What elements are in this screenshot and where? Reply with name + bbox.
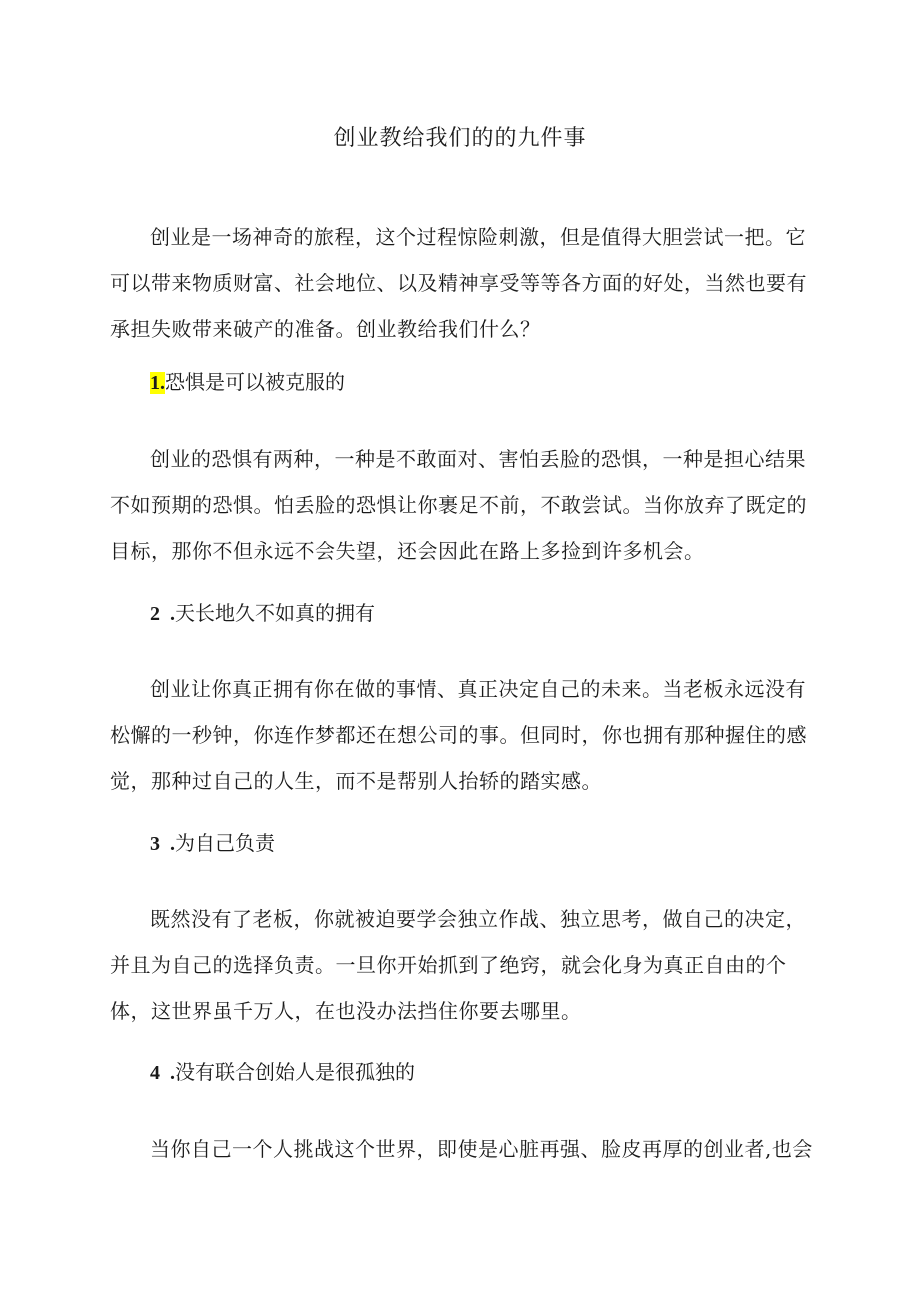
section-number-3: 3: [150, 833, 160, 855]
section-body-3: 既然没有了老板，你就被迫要学会独立作战、独立思考，做自己的决定，并且为自己的选择负责。一旦你开始抓到了绝窍，就会化身为真正自由的个体，这世界虽千万人，在也没办法挡住你要去哪里。: [110, 907, 806, 1023]
section-body-1: 创业的恐惧有两种，一种是不敢面对、害怕丢脸的恐惧，一种是担心结果不如预期的恐惧。怕丢脸的恐惧让你裹足不前，不敢尝试。当你放弃了既定的目标，那你不但永远不会失望，还会因此在路上多捡到许多机会。: [110, 447, 807, 563]
section-number-4: 4: [150, 1062, 160, 1084]
section-number-1: 1.: [150, 372, 165, 394]
section-number-2: 2: [150, 603, 160, 625]
section-title-2: 天长地久不如真的拥有: [175, 601, 375, 625]
section-heading-3: 3 .为自己负责: [150, 831, 275, 855]
section-title-4: 没有联合创始人是很孤独的: [175, 1060, 415, 1084]
section-body-2: 创业让你真正拥有你在做的事情、真正决定自己的未来。当老板永远没有松懈的一秒钟，你连作梦都还在想公司的事。但同时，你也拥有那种握住的感觉，那种过自己的人生，而不是帮别人抬轿的踏实感。: [110, 677, 807, 793]
section-title-1: 恐惧是可以被克服的: [165, 370, 345, 394]
intro-paragraph: 创业是一场神奇的旅程，这个过程惊险刺激，但是值得大胆尝试一把。它可以带来物质财富、社会地位、以及精神享受等等各方面的好处，当然也要有承担失败带来破产的准备。创业教给我们什么？: [110, 225, 807, 341]
section-body-4: 当你自己一个人挑战这个世界，即使是心脏再强、脸皮再厚的创业者,也会: [150, 1137, 813, 1161]
section-heading-2: 2 .天长地久不如真的拥有: [150, 601, 375, 625]
section-heading-4: 4 .没有联合创始人是很孤独的: [150, 1060, 415, 1084]
document-title: 创业教给我们的的九件事: [333, 126, 587, 151]
section-title-3: 为自己负责: [175, 831, 275, 855]
section-heading-1: [150, 365, 345, 400]
